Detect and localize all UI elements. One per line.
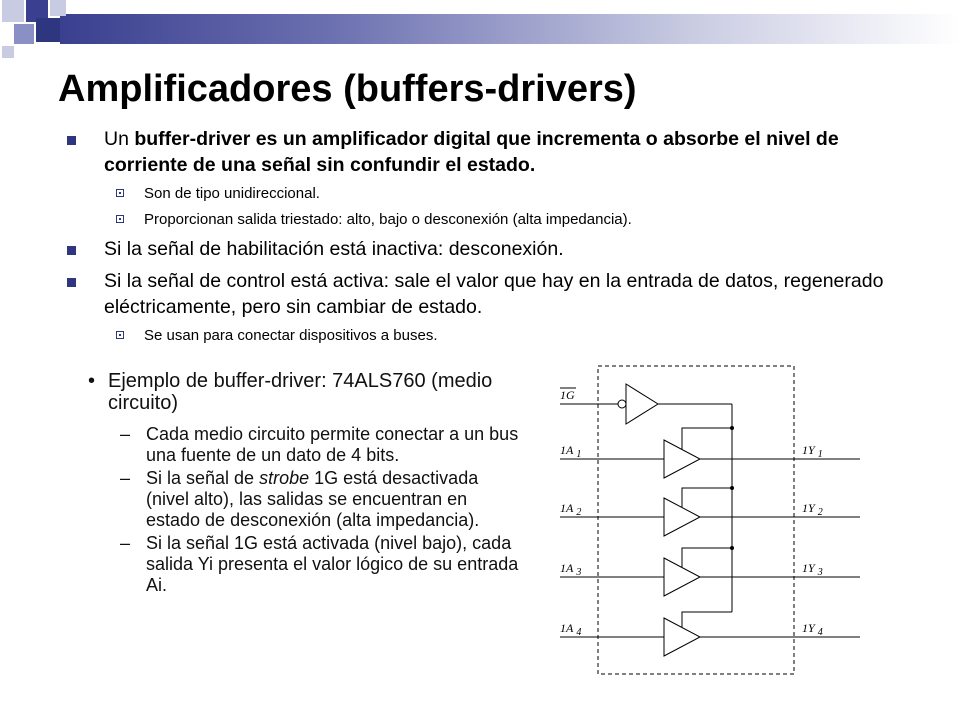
junction-dot-icon (730, 546, 734, 550)
round-bullet-icon: • (88, 370, 96, 392)
output-label: 1Y $_2$ (802, 501, 823, 518)
bullet-bold-text: buffer-driver es un amplificador digital que incrementa o absorbe el nivel de corriente de una señal sin confundir el estado. (104, 128, 839, 176)
hollow-square-bullet-icon (116, 331, 124, 339)
bullet-item (64, 126, 924, 178)
example-item-text: Cada medio circuito permite conectar a un bus una fuente de un dato de 4 bits. (146, 424, 519, 465)
input-label: 1A $_1$ (560, 443, 582, 460)
sub-bullet-item (64, 184, 924, 204)
input-label: 1A $_2$ (560, 501, 582, 518)
slide-title: Amplificadores (buffers-drivers) (58, 68, 637, 110)
example-item (82, 533, 522, 596)
output-label: 1Y $_4$ (802, 621, 823, 638)
enable-tap-wire (682, 548, 732, 567)
example-item-text: 1G está desactivada (nivel alto), las salidas se encuentran en estado de desconexión (alta impedancia). (146, 468, 480, 530)
bullet-text: Si la señal de habilitación está inactiva: desconexión. (104, 238, 564, 260)
example-item (82, 468, 522, 531)
deco-square (2, 46, 14, 58)
deco-square (50, 0, 66, 16)
example-heading-item (82, 370, 522, 414)
enable-tap-wire (682, 488, 732, 507)
example-block (82, 370, 522, 598)
example-item-text: Si la señal de (146, 468, 260, 488)
dash-bullet-icon: – (120, 424, 131, 444)
hollow-square-bullet-icon (116, 215, 124, 223)
enable-buffer-icon (626, 384, 658, 424)
buffer-gate-3 (560, 546, 860, 596)
output-label: 1Y $_3$ (802, 561, 823, 578)
junction-dot-icon (730, 486, 734, 490)
input-label: 1A $_4$ (560, 621, 582, 638)
buffer-circuit-diagram (552, 362, 864, 678)
sub-bullet-text: Proporcionan salida triestado: alto, bajo o desconexión (alta impedancia). (144, 211, 632, 228)
enable-tap-wire (682, 428, 732, 449)
sub-bullet-item (64, 210, 924, 230)
enable-label: 1G (560, 388, 575, 402)
sub-bullet-item (64, 326, 924, 346)
square-bullet-icon (67, 136, 76, 145)
example-heading: Ejemplo de buffer-driver: 74ALS760 (medio circuito) (108, 370, 493, 414)
dash-bullet-icon: – (120, 533, 131, 553)
enable-tap-wire (682, 612, 732, 627)
buffer-gate-2 (560, 486, 860, 536)
header-gradient-bar (60, 14, 960, 44)
buffer-gate-1 (560, 426, 860, 478)
square-bullet-icon (67, 246, 76, 255)
deco-square (36, 18, 60, 42)
junction-dot-icon (730, 426, 734, 430)
example-item-text: Si la señal 1G está activada (nivel bajo), cada salida Yi presenta el valor lógico de su entrada Ai. (146, 533, 519, 595)
output-label: 1Y $_1$ (802, 443, 823, 460)
sub-bullet-text: Se usan para conectar dispositivos a buses. (144, 327, 438, 344)
inverter-bubble-icon (618, 400, 626, 408)
bullet-text: Si la señal de control está activa: sale el valor que hay en la entrada de datos, regenerado eléctricamente, pero sin cambiar de estado. (104, 270, 884, 318)
bullet-item (64, 268, 924, 320)
bullet-list (64, 126, 924, 352)
hollow-square-bullet-icon (116, 189, 124, 197)
example-item-emphasis: strobe (259, 468, 310, 488)
input-label: 1A $_3$ (560, 561, 582, 578)
bullet-prefix: Un (104, 128, 135, 150)
buffer-gate-4 (560, 612, 860, 656)
deco-square (14, 24, 34, 44)
dash-bullet-icon: – (120, 468, 131, 488)
square-bullet-icon (67, 278, 76, 287)
deco-square (2, 0, 24, 22)
bullet-item (64, 236, 924, 262)
header-decoration (0, 0, 960, 60)
example-item (82, 424, 522, 466)
sub-bullet-text: Son de tipo unidireccional. (144, 185, 320, 202)
